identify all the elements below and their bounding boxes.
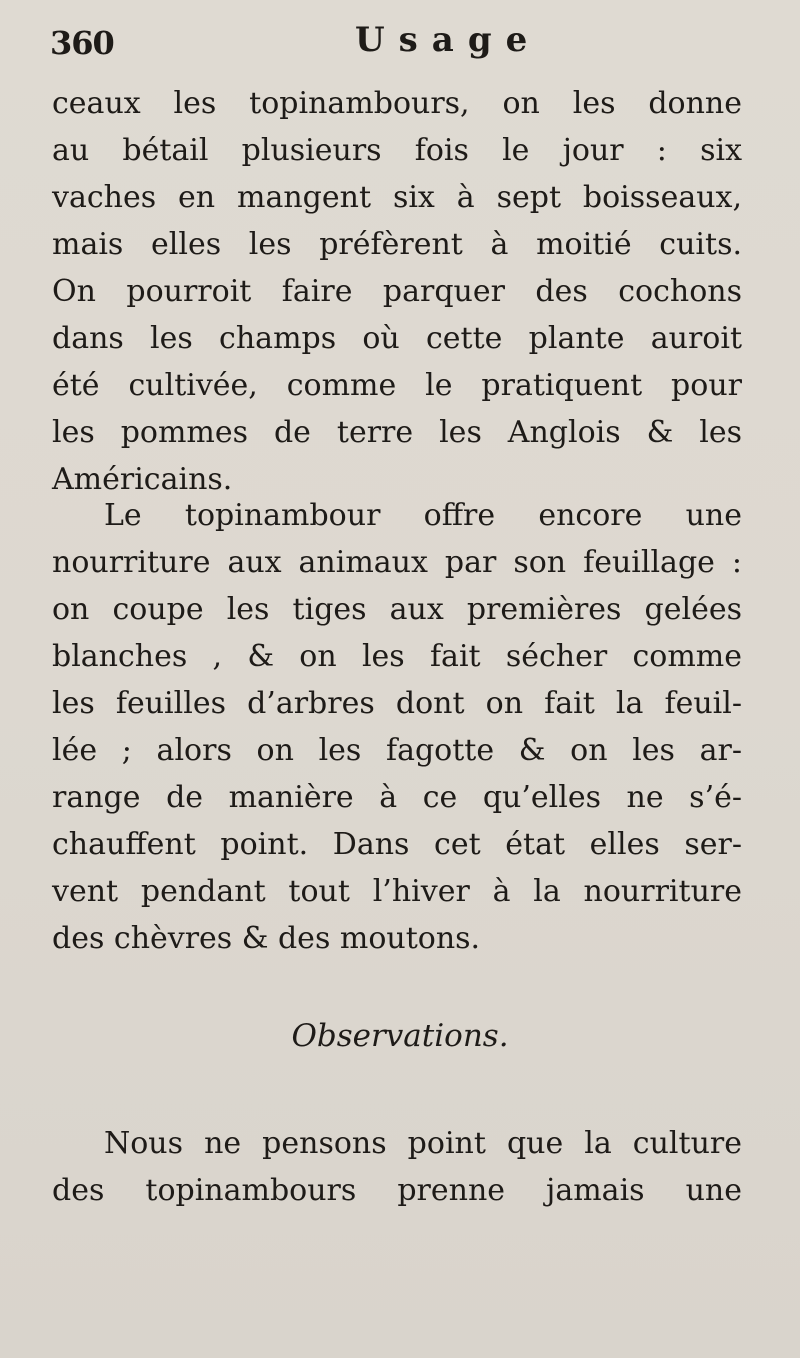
text-line: nourriture aux animaux par son feuillage : xyxy=(52,545,742,580)
text-line: Le topinambour offre encore une xyxy=(104,498,742,533)
paragraph-1 xyxy=(52,80,742,503)
text-line: les pommes de terre les Anglois & les xyxy=(52,415,742,450)
text-line: range de manière à ce qu’elles ne s’é- xyxy=(52,780,742,815)
running-title: Usage xyxy=(355,20,542,60)
text-line: mais elles les préfèrent à moitié cuits. xyxy=(52,227,742,262)
text-line: ceaux les topinambours, on les donne xyxy=(52,86,742,121)
text-line: on coupe les tiges aux premières gelées xyxy=(52,592,742,627)
paragraph-3 xyxy=(52,1120,742,1214)
text-line: Américains. xyxy=(52,462,233,497)
text-line: au bétail plusieurs fois le jour : six xyxy=(52,133,742,168)
text-line: chauffent point. Dans cet état elles ser- xyxy=(52,827,742,862)
text-line: des topinambours prenne jamais une xyxy=(52,1173,742,1208)
page-header xyxy=(0,18,800,68)
text-line: blanches , & on les fait sécher comme xyxy=(52,639,742,674)
text-line: vent pendant tout l’hiver à la nourriture xyxy=(52,874,742,909)
paragraph-2 xyxy=(52,492,742,962)
text-line: lée ; alors on les fagotte & on les ar- xyxy=(52,733,742,768)
text-line: On pourroit faire parquer des cochons xyxy=(52,274,742,309)
text-line: des chèvres & des moutons. xyxy=(52,921,481,956)
text-line: dans les champs où cette plante auroit xyxy=(52,321,742,356)
text-line: vaches en mangent six à sept boisseaux, xyxy=(52,180,742,215)
text-line: Nous ne pensons point que la culture xyxy=(104,1126,742,1161)
text-line: les feuilles d’arbres dont on fait la feuil- xyxy=(52,686,742,721)
page-number: 360 xyxy=(50,24,114,62)
text-line: été cultivée, comme le pratiquent pour xyxy=(52,368,742,403)
section-heading: Observations. xyxy=(291,1018,509,1054)
